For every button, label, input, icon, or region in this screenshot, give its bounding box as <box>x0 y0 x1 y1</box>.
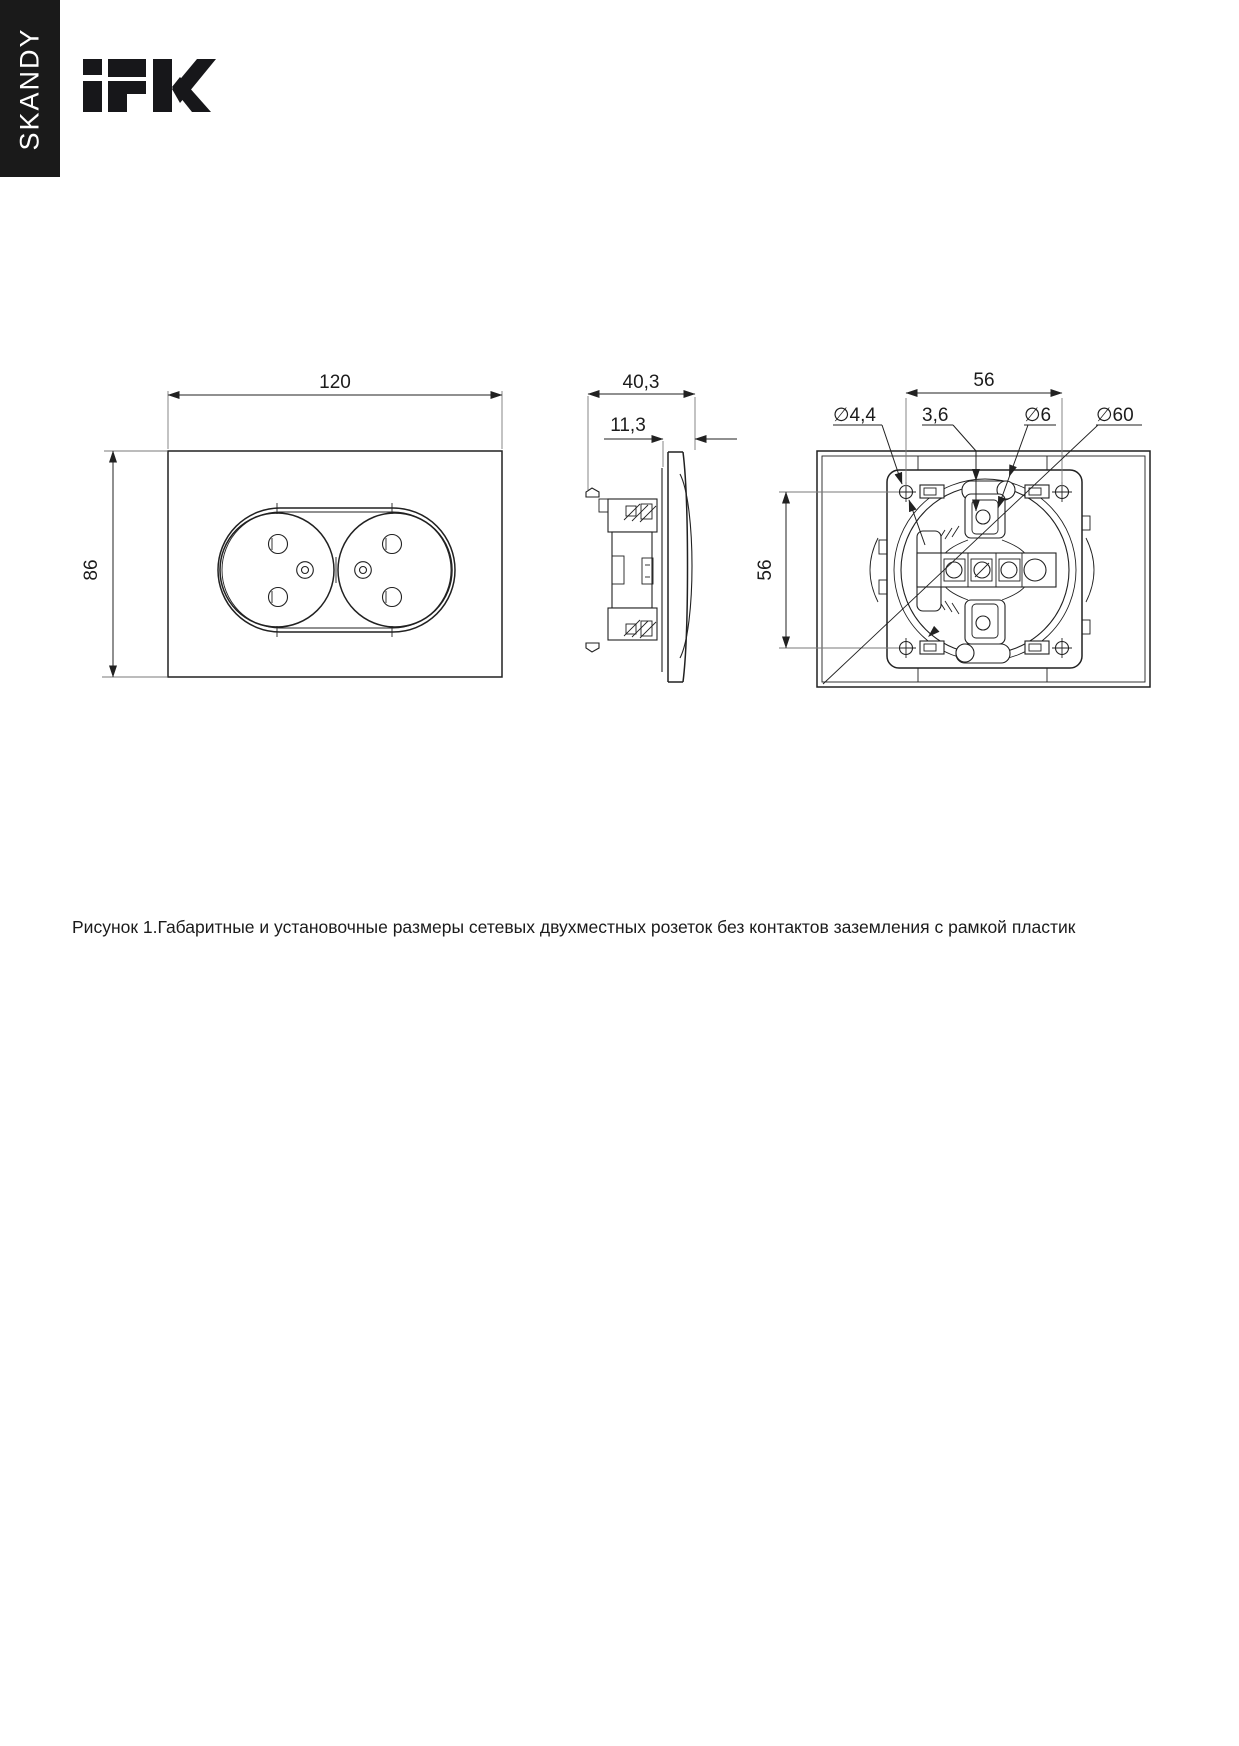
dim-front-width: 120 <box>319 372 351 393</box>
technical-drawing <box>60 330 1180 700</box>
series-banner-label: SKANDY <box>14 26 45 151</box>
mechanism-profile <box>586 488 657 652</box>
left-socket <box>220 513 334 627</box>
side-view <box>586 372 737 682</box>
back-view <box>755 370 1150 687</box>
terminal-strip <box>917 553 1056 587</box>
dim-back-span-v: 56 <box>755 559 776 581</box>
callout-claw-hole: ∅6 <box>1024 405 1052 426</box>
iek-logo-glyphs <box>83 59 216 112</box>
callout-slot-width: 3,6 <box>922 405 949 426</box>
iek-logo <box>82 57 216 114</box>
callout-box-diameter: ∅60 <box>1096 405 1134 426</box>
pin-holes <box>269 535 402 607</box>
series-banner <box>0 0 60 177</box>
figure-caption: Рисунок 1.Габаритные и установочные размеры сетевых двухместных розеток без контактов заземления с рамкой пластик <box>72 917 1076 937</box>
dim-front-height: 86 <box>81 559 102 581</box>
dim-back-span-h: 56 <box>973 370 995 391</box>
dim-side-depth: 40,3 <box>622 372 660 393</box>
front-view <box>81 372 502 677</box>
dim-side-protrusion: 11,3 <box>610 415 646 436</box>
callout-screw-hole: ∅4,4 <box>833 405 876 426</box>
